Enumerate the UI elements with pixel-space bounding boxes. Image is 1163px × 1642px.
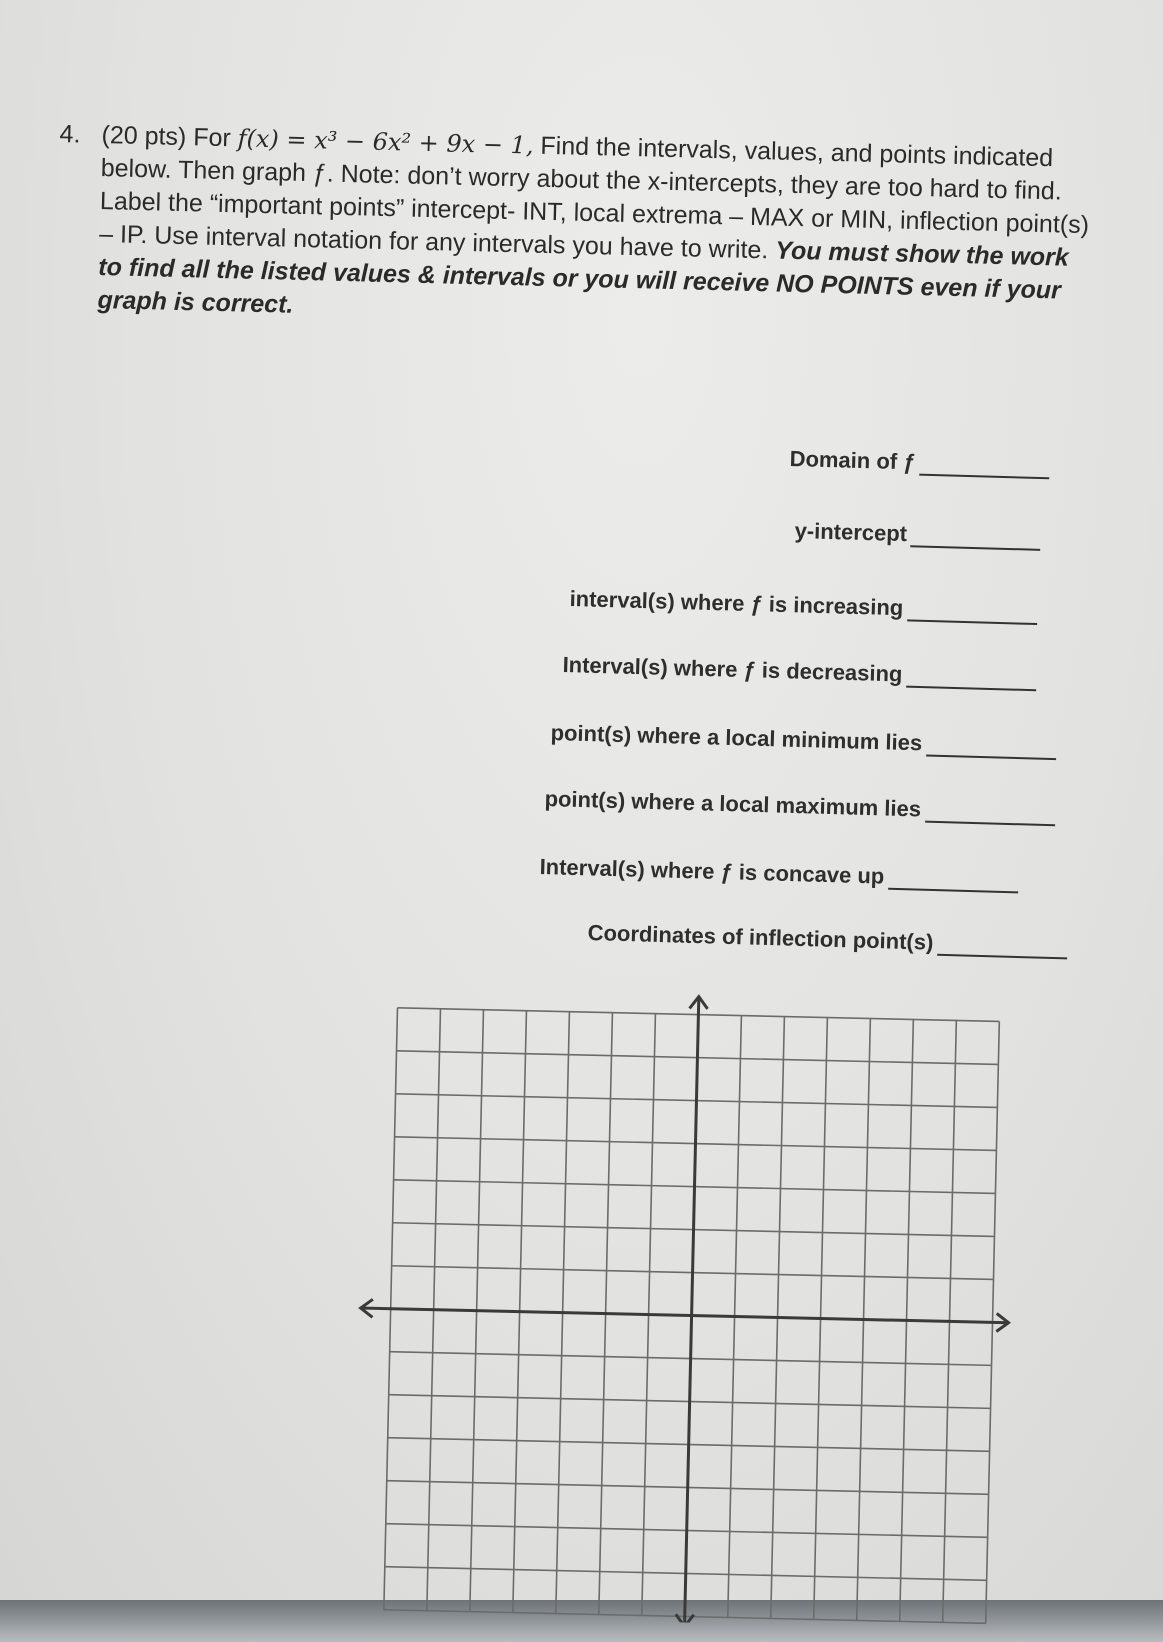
- problem-body: [97, 119, 1100, 341]
- field-concave-up-label: Interval(s) where ƒ is concave up: [539, 854, 885, 889]
- field-increasing-label: interval(s) where ƒ is increasing: [569, 586, 904, 621]
- function-definition: f(x) = x³ − 6x² + 9x − 1,: [237, 124, 534, 160]
- answer-blank-y-intercept[interactable]: [911, 525, 1042, 551]
- coordinate-grid[interactable]: [348, 985, 1052, 1630]
- axes: [354, 989, 1016, 1630]
- problem-4: [55, 118, 1100, 341]
- field-local-min-label: point(s) where a local minimum lies: [550, 720, 923, 756]
- graph-area[interactable]: [348, 985, 1052, 1630]
- answer-blank-concave-up[interactable]: [888, 868, 1019, 894]
- problem-warning: You must show the work to find all the listed values & intervals or you will receive NO POINTS even if your graph is correct.: [97, 236, 1070, 319]
- x-axis: [361, 1308, 1009, 1323]
- answer-blank-local-max[interactable]: [925, 801, 1056, 827]
- field-local-max-label: point(s) where a local maximum lies: [544, 786, 922, 822]
- field-y-intercept-label: y-intercept: [794, 518, 908, 547]
- problem-number: 4.: [59, 119, 81, 149]
- answer-blank-inflection[interactable]: [937, 934, 1068, 960]
- answer-blank-local-min[interactable]: [926, 734, 1057, 760]
- field-decreasing-label: Interval(s) where ƒ is decreasing: [562, 652, 903, 687]
- answer-blank-increasing[interactable]: [907, 599, 1038, 625]
- answer-blank-domain[interactable]: [919, 454, 1050, 480]
- problem-instructions: Find the intervals, values, and points indicated below. Then graph ƒ. Note: don’t worry about the x-intercepts, they are too hard to find. Label the “important points” intercept- INT, local extrema – MAX or MIN, inflection point(s) – IP. Use interval notation for any intervals you have to write.: [98, 131, 1090, 265]
- answer-blank-decreasing[interactable]: [906, 666, 1037, 692]
- problem-points: (20 pts) For: [101, 121, 232, 153]
- y-axis: [685, 997, 699, 1627]
- field-domain-label: Domain of ƒ: [789, 446, 916, 475]
- field-inflection-label: Coordinates of inflection point(s): [587, 920, 934, 955]
